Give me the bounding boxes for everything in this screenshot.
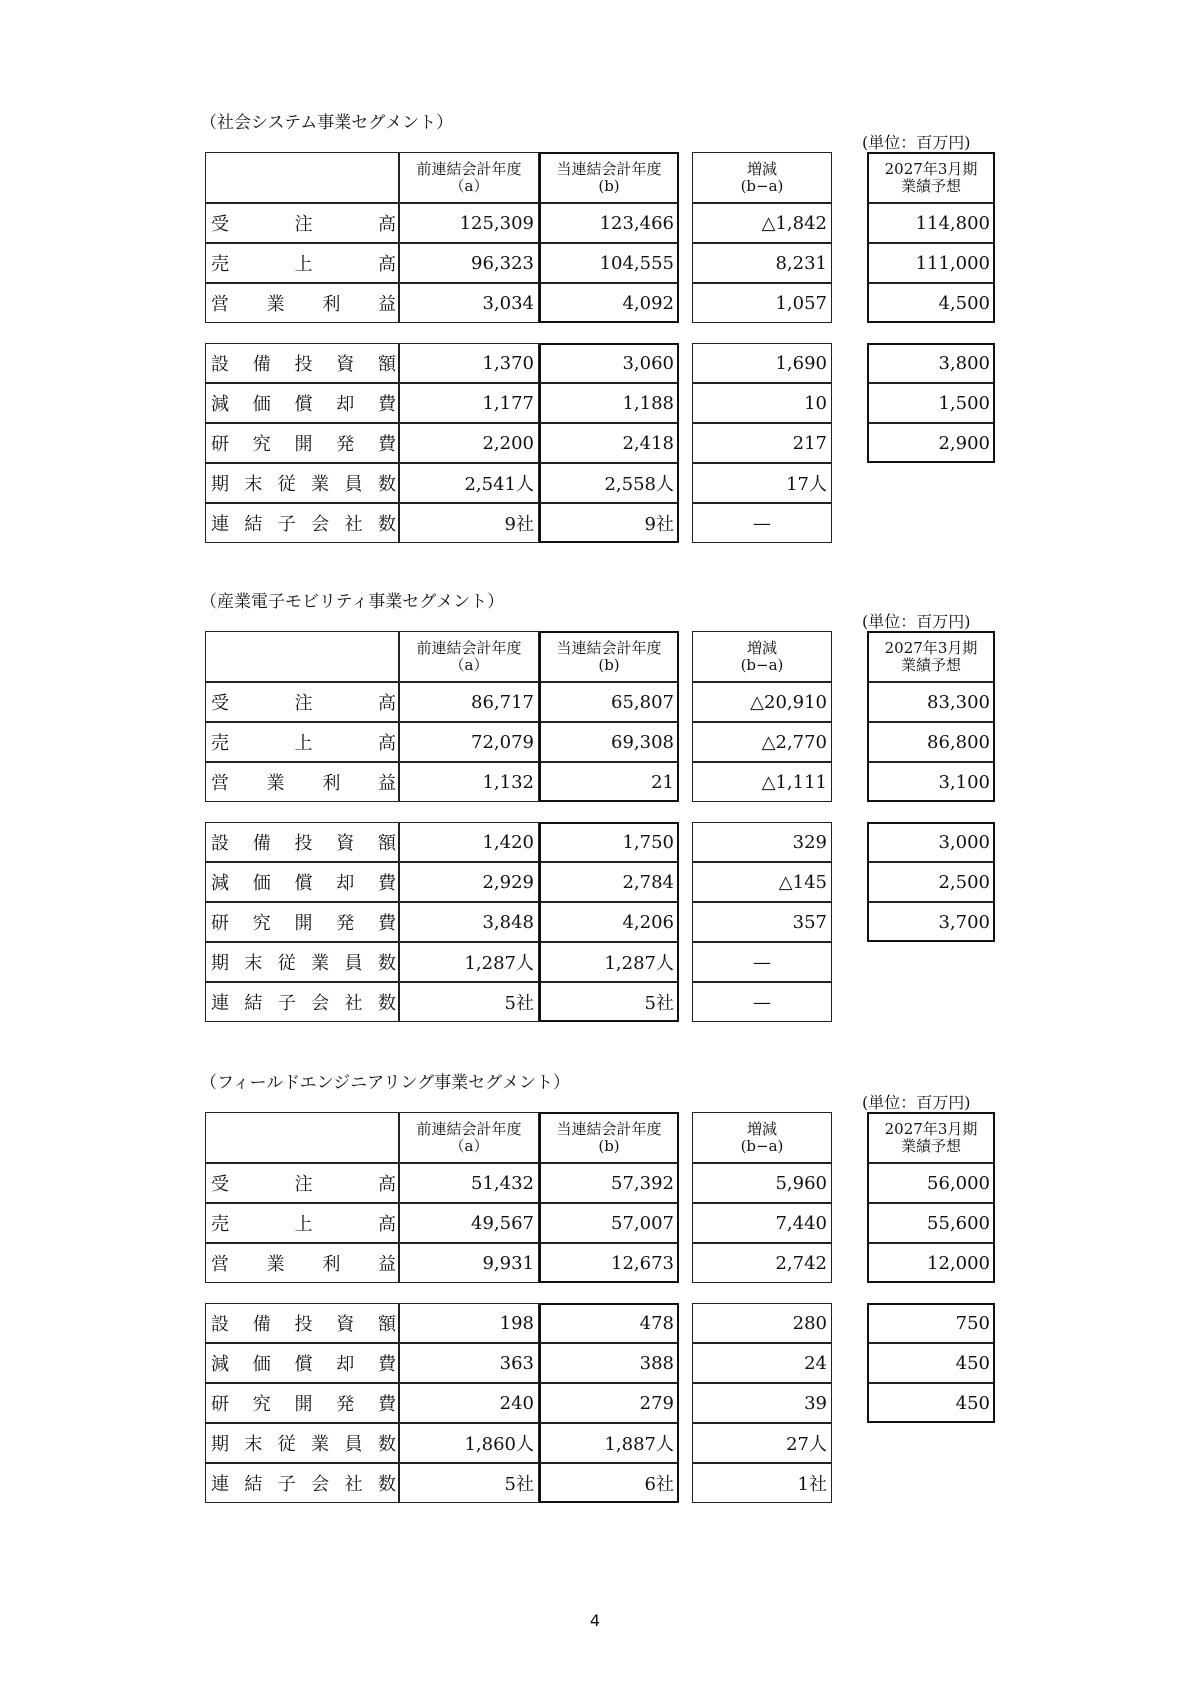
- header-change: [692, 152, 832, 203]
- row-label: [205, 1463, 399, 1503]
- value-forecast: 56,000: [867, 1163, 995, 1203]
- header-current-year: [539, 152, 679, 203]
- row-label-char: 数: [377, 1434, 396, 1455]
- row-label: [205, 423, 399, 463]
- value-a: 49,567: [399, 1203, 539, 1243]
- header-forecast-line: 2027年3月期: [884, 1119, 978, 1138]
- row-label-char: 研: [211, 434, 229, 455]
- row-label-char: 従: [277, 953, 296, 974]
- header-current-year: [539, 631, 679, 682]
- header-prior-year-line: （a）: [449, 655, 489, 674]
- value-diff: △2,770: [692, 722, 832, 762]
- value-forecast: 3,700: [867, 902, 995, 942]
- value-a: 1,177: [399, 383, 539, 423]
- value-a: 363: [399, 1343, 539, 1383]
- value-a: 5社: [399, 982, 539, 1022]
- header-prior-year-line: 前連結会計年度: [416, 638, 522, 657]
- value-a: 198: [399, 1303, 539, 1343]
- header-forecast-line: 2027年3月期: [884, 638, 978, 657]
- row-label: [205, 902, 399, 942]
- value-b: 57,007: [539, 1203, 679, 1243]
- row-label-char: 利: [322, 1254, 341, 1275]
- row-label-char: 子: [277, 1474, 296, 1495]
- value-a: 2,200: [399, 423, 539, 463]
- value-b: 69,308: [539, 722, 679, 762]
- row-label-char: 数: [377, 1474, 396, 1495]
- row-label-char: 従: [277, 474, 296, 495]
- header-corner-cell: [205, 152, 399, 203]
- row-label-char: 売: [211, 1214, 229, 1235]
- row-label-char: 会: [311, 1474, 330, 1495]
- header-change: [692, 631, 832, 682]
- row-label-char: 研: [211, 913, 229, 934]
- row-label-char: 却: [336, 1354, 355, 1375]
- value-a: 1,860人: [399, 1423, 539, 1463]
- value-a: 96,323: [399, 243, 539, 283]
- value-diff: 8,231: [692, 243, 832, 283]
- value-a: 2,929: [399, 862, 539, 902]
- row-label-char: 数: [377, 993, 396, 1014]
- value-diff: 10: [692, 383, 832, 423]
- value-diff: —: [692, 503, 832, 543]
- value-forecast: 86,800: [867, 722, 995, 762]
- value-forecast: 12,000: [867, 1243, 995, 1283]
- value-forecast: 114,800: [867, 203, 995, 243]
- row-label-char: 益: [377, 1254, 396, 1275]
- row-label-char: 業: [311, 953, 330, 974]
- unit-label: (単位：百万円): [862, 612, 971, 631]
- row-label-char: 子: [277, 993, 296, 1014]
- value-b: 279: [539, 1383, 679, 1423]
- value-b: 2,558人: [539, 463, 679, 503]
- row-label: [205, 1243, 399, 1283]
- row-label-char: 費: [378, 873, 396, 894]
- row-label-char: 上: [294, 1214, 313, 1235]
- header-prior-year-line: 前連結会計年度: [416, 159, 522, 178]
- row-label-char: 連: [211, 993, 229, 1014]
- header-corner-cell: [205, 631, 399, 682]
- value-forecast: 2,900: [867, 423, 995, 463]
- value-a: 86,717: [399, 682, 539, 722]
- row-label-char: 社: [344, 1474, 363, 1495]
- value-a: 2,541人: [399, 463, 539, 503]
- row-label-char: 却: [336, 394, 355, 415]
- row-label-char: 結: [244, 514, 263, 535]
- value-b: 6社: [539, 1463, 679, 1503]
- header-forecast-line: 業績予想: [900, 1136, 961, 1155]
- row-label-char: 資: [336, 833, 355, 854]
- row-label-char: 益: [377, 773, 396, 794]
- row-label: [205, 203, 399, 243]
- row-label-char: 高: [378, 693, 396, 714]
- row-label-char: 数: [377, 474, 396, 495]
- row-label-char: 高: [378, 254, 396, 275]
- row-label: [205, 343, 399, 383]
- row-label-char: 末: [244, 1434, 263, 1455]
- value-b: 3,060: [539, 343, 679, 383]
- row-label-char: 利: [322, 773, 341, 794]
- row-label-char: 開: [294, 913, 313, 934]
- row-label-char: 償: [294, 873, 313, 894]
- value-diff: △1,842: [692, 203, 832, 243]
- value-b: 1,287人: [539, 942, 679, 982]
- row-label-char: 社: [344, 514, 363, 535]
- value-b: 2,418: [539, 423, 679, 463]
- row-label-char: 開: [294, 434, 313, 455]
- header-prior-year-line: 前連結会計年度: [416, 1119, 522, 1138]
- header-change-line: (b−a): [740, 1136, 784, 1155]
- row-label: [205, 463, 399, 503]
- header-current-year-line: 当連結会計年度: [556, 638, 662, 657]
- row-label-char: 上: [294, 254, 313, 275]
- row-label-char: 期: [211, 953, 229, 974]
- row-label-char: 社: [344, 993, 363, 1014]
- row-label-char: 益: [377, 294, 396, 315]
- row-label-char: 員: [344, 474, 363, 495]
- row-label-char: 償: [294, 1354, 313, 1375]
- row-label-char: 研: [211, 1394, 229, 1415]
- value-b: 2,784: [539, 862, 679, 902]
- row-label-char: 費: [378, 394, 396, 415]
- row-label: [205, 1423, 399, 1463]
- value-forecast: 2,500: [867, 862, 995, 902]
- row-label-char: 営: [211, 1254, 229, 1275]
- value-b: 478: [539, 1303, 679, 1343]
- header-current-year-line: (b): [598, 176, 620, 195]
- row-label-char: 減: [211, 1354, 229, 1375]
- row-label-char: 末: [244, 953, 263, 974]
- row-label-char: 注: [294, 1174, 313, 1195]
- header-prior-year: [399, 631, 539, 682]
- segment-title: （フィールドエンジニアリング事業セグメント）: [200, 1073, 571, 1093]
- row-label-char: 売: [211, 733, 229, 754]
- row-label-char: 会: [311, 993, 330, 1014]
- row-label-char: 業: [311, 1434, 330, 1455]
- value-diff: 39: [692, 1383, 832, 1423]
- row-label-char: 究: [252, 434, 271, 455]
- header-change-line: (b−a): [740, 176, 784, 195]
- value-diff: 2,742: [692, 1243, 832, 1283]
- row-label-char: 究: [252, 913, 271, 934]
- row-label-char: 減: [211, 394, 229, 415]
- value-forecast: 3,000: [867, 822, 995, 862]
- row-label-char: 業: [266, 1254, 285, 1275]
- value-b: 1,750: [539, 822, 679, 862]
- row-label: [205, 942, 399, 982]
- segment-title: （産業電子モビリティ事業セグメント）: [200, 592, 505, 612]
- row-label-char: 受: [211, 1174, 229, 1195]
- row-label-char: 業: [266, 773, 285, 794]
- row-label-char: 減: [211, 873, 229, 894]
- row-label-char: 高: [378, 1174, 396, 1195]
- row-label-char: 究: [252, 1394, 271, 1415]
- row-label-char: 連: [211, 514, 229, 535]
- value-diff: △145: [692, 862, 832, 902]
- row-label-char: 数: [377, 953, 396, 974]
- row-label-char: 価: [252, 1354, 271, 1375]
- value-forecast: 111,000: [867, 243, 995, 283]
- value-b: 123,466: [539, 203, 679, 243]
- row-label-char: 末: [244, 474, 263, 495]
- value-b: 9社: [539, 503, 679, 543]
- row-label-char: 費: [378, 434, 396, 455]
- value-forecast: 450: [867, 1343, 995, 1383]
- header-forecast-line: 業績予想: [900, 176, 961, 195]
- value-a: 5社: [399, 1463, 539, 1503]
- value-a: 9社: [399, 503, 539, 543]
- row-label: [205, 1203, 399, 1243]
- row-label: [205, 862, 399, 902]
- value-b: 5社: [539, 982, 679, 1022]
- row-label-char: 価: [252, 873, 271, 894]
- row-label-char: 従: [277, 1434, 296, 1455]
- row-label: [205, 1383, 399, 1423]
- value-forecast: 55,600: [867, 1203, 995, 1243]
- value-diff: 329: [692, 822, 832, 862]
- row-label-char: 備: [252, 354, 271, 375]
- value-b: 388: [539, 1343, 679, 1383]
- header-current-year-line: (b): [598, 1136, 620, 1155]
- row-label: [205, 722, 399, 762]
- value-diff: △20,910: [692, 682, 832, 722]
- header-corner-cell: [205, 1112, 399, 1163]
- row-label-char: 数: [377, 514, 396, 535]
- value-a: 240: [399, 1383, 539, 1423]
- value-b: 104,555: [539, 243, 679, 283]
- header-change-line: (b−a): [740, 655, 784, 674]
- row-label-char: 期: [211, 1434, 229, 1455]
- header-prior-year: [399, 152, 539, 203]
- value-diff: 17人: [692, 463, 832, 503]
- row-label-char: 員: [344, 953, 363, 974]
- value-diff: 7,440: [692, 1203, 832, 1243]
- value-diff: 1,057: [692, 283, 832, 323]
- value-forecast: 750: [867, 1303, 995, 1343]
- value-a: 51,432: [399, 1163, 539, 1203]
- row-label-char: 額: [378, 833, 396, 854]
- row-label-char: 資: [336, 1314, 355, 1335]
- unit-label: (単位：百万円): [862, 133, 971, 152]
- header-forecast-line: 2027年3月期: [884, 159, 978, 178]
- row-label: [205, 503, 399, 543]
- unit-label: (単位：百万円): [862, 1093, 971, 1112]
- value-forecast: 1,500: [867, 383, 995, 423]
- header-prior-year-line: （a）: [449, 1136, 489, 1155]
- row-label-char: 子: [277, 514, 296, 535]
- row-label-char: 費: [378, 913, 396, 934]
- row-label-char: 結: [244, 993, 263, 1014]
- value-a: 3,848: [399, 902, 539, 942]
- row-label: [205, 1163, 399, 1203]
- row-label-char: 上: [294, 733, 313, 754]
- row-label: [205, 383, 399, 423]
- row-label-char: 結: [244, 1474, 263, 1495]
- row-label-char: 開: [294, 1394, 313, 1415]
- row-label-char: 営: [211, 294, 229, 315]
- row-label-char: 業: [266, 294, 285, 315]
- page-number: 4: [589, 1611, 601, 1630]
- value-diff: 280: [692, 1303, 832, 1343]
- row-label-char: 発: [336, 434, 355, 455]
- row-label: [205, 822, 399, 862]
- header-change-line: 増減: [746, 638, 777, 657]
- header-current-year-line: 当連結会計年度: [556, 1119, 662, 1138]
- row-label-char: 注: [294, 693, 313, 714]
- row-label-char: 員: [344, 1434, 363, 1455]
- row-label-char: 営: [211, 773, 229, 794]
- value-diff: 1,690: [692, 343, 832, 383]
- value-a: 1,287人: [399, 942, 539, 982]
- row-label-char: 高: [378, 1214, 396, 1235]
- row-label-char: 投: [294, 354, 313, 375]
- value-a: 3,034: [399, 283, 539, 323]
- row-label: [205, 283, 399, 323]
- value-a: 1,132: [399, 762, 539, 802]
- row-label-char: 設: [211, 354, 229, 375]
- row-label-char: 額: [378, 354, 396, 375]
- header-prior-year-line: （a）: [449, 176, 489, 195]
- header-current-year: [539, 1112, 679, 1163]
- value-diff: 5,960: [692, 1163, 832, 1203]
- header-forecast: [867, 152, 995, 203]
- value-diff: —: [692, 982, 832, 1022]
- row-label-char: 資: [336, 354, 355, 375]
- value-a: 9,931: [399, 1243, 539, 1283]
- row-label-char: 備: [252, 833, 271, 854]
- row-label-char: 高: [378, 214, 396, 235]
- header-current-year-line: 当連結会計年度: [556, 159, 662, 178]
- row-label-char: 価: [252, 394, 271, 415]
- row-label-char: 注: [294, 214, 313, 235]
- value-forecast: 3,100: [867, 762, 995, 802]
- segment-title: （社会システム事業セグメント）: [200, 113, 454, 133]
- row-label-char: 投: [294, 833, 313, 854]
- value-a: 125,309: [399, 203, 539, 243]
- header-change: [692, 1112, 832, 1163]
- row-label-char: 連: [211, 1474, 229, 1495]
- value-forecast: 3,800: [867, 343, 995, 383]
- row-label-char: 投: [294, 1314, 313, 1335]
- row-label: [205, 682, 399, 722]
- row-label-char: 受: [211, 214, 229, 235]
- value-b: 12,673: [539, 1243, 679, 1283]
- row-label-char: 利: [322, 294, 341, 315]
- value-b: 21: [539, 762, 679, 802]
- row-label: [205, 1343, 399, 1383]
- row-label: [205, 982, 399, 1022]
- row-label-char: 発: [336, 1394, 355, 1415]
- row-label-char: 備: [252, 1314, 271, 1335]
- value-a: 1,420: [399, 822, 539, 862]
- row-label-char: 却: [336, 873, 355, 894]
- row-label-char: 高: [378, 733, 396, 754]
- value-b: 1,188: [539, 383, 679, 423]
- header-forecast: [867, 1112, 995, 1163]
- header-forecast: [867, 631, 995, 682]
- value-forecast: 83,300: [867, 682, 995, 722]
- value-b: 4,092: [539, 283, 679, 323]
- value-diff: 27人: [692, 1423, 832, 1463]
- header-prior-year: [399, 1112, 539, 1163]
- row-label-char: 期: [211, 474, 229, 495]
- row-label-char: 設: [211, 833, 229, 854]
- value-diff: 24: [692, 1343, 832, 1383]
- header-change-line: 増減: [746, 159, 777, 178]
- value-diff: 1社: [692, 1463, 832, 1503]
- value-diff: 357: [692, 902, 832, 942]
- value-b: 57,392: [539, 1163, 679, 1203]
- row-label-char: 発: [336, 913, 355, 934]
- value-b: 4,206: [539, 902, 679, 942]
- row-label: [205, 243, 399, 283]
- row-label-char: 会: [311, 514, 330, 535]
- row-label-char: 償: [294, 394, 313, 415]
- row-label-char: 売: [211, 254, 229, 275]
- value-forecast: 4,500: [867, 283, 995, 323]
- header-change-line: 増減: [746, 1119, 777, 1138]
- value-a: 72,079: [399, 722, 539, 762]
- row-label-char: 費: [378, 1394, 396, 1415]
- value-diff: △1,111: [692, 762, 832, 802]
- value-b: 1,887人: [539, 1423, 679, 1463]
- value-diff: —: [692, 942, 832, 982]
- value-diff: 217: [692, 423, 832, 463]
- header-forecast-line: 業績予想: [900, 655, 961, 674]
- header-current-year-line: (b): [598, 655, 620, 674]
- value-a: 1,370: [399, 343, 539, 383]
- row-label-char: 費: [378, 1354, 396, 1375]
- row-label: [205, 1303, 399, 1343]
- row-label-char: 業: [311, 474, 330, 495]
- row-label-char: 受: [211, 693, 229, 714]
- row-label-char: 設: [211, 1314, 229, 1335]
- row-label-char: 額: [378, 1314, 396, 1335]
- value-forecast: 450: [867, 1383, 995, 1423]
- row-label: [205, 762, 399, 802]
- value-b: 65,807: [539, 682, 679, 722]
